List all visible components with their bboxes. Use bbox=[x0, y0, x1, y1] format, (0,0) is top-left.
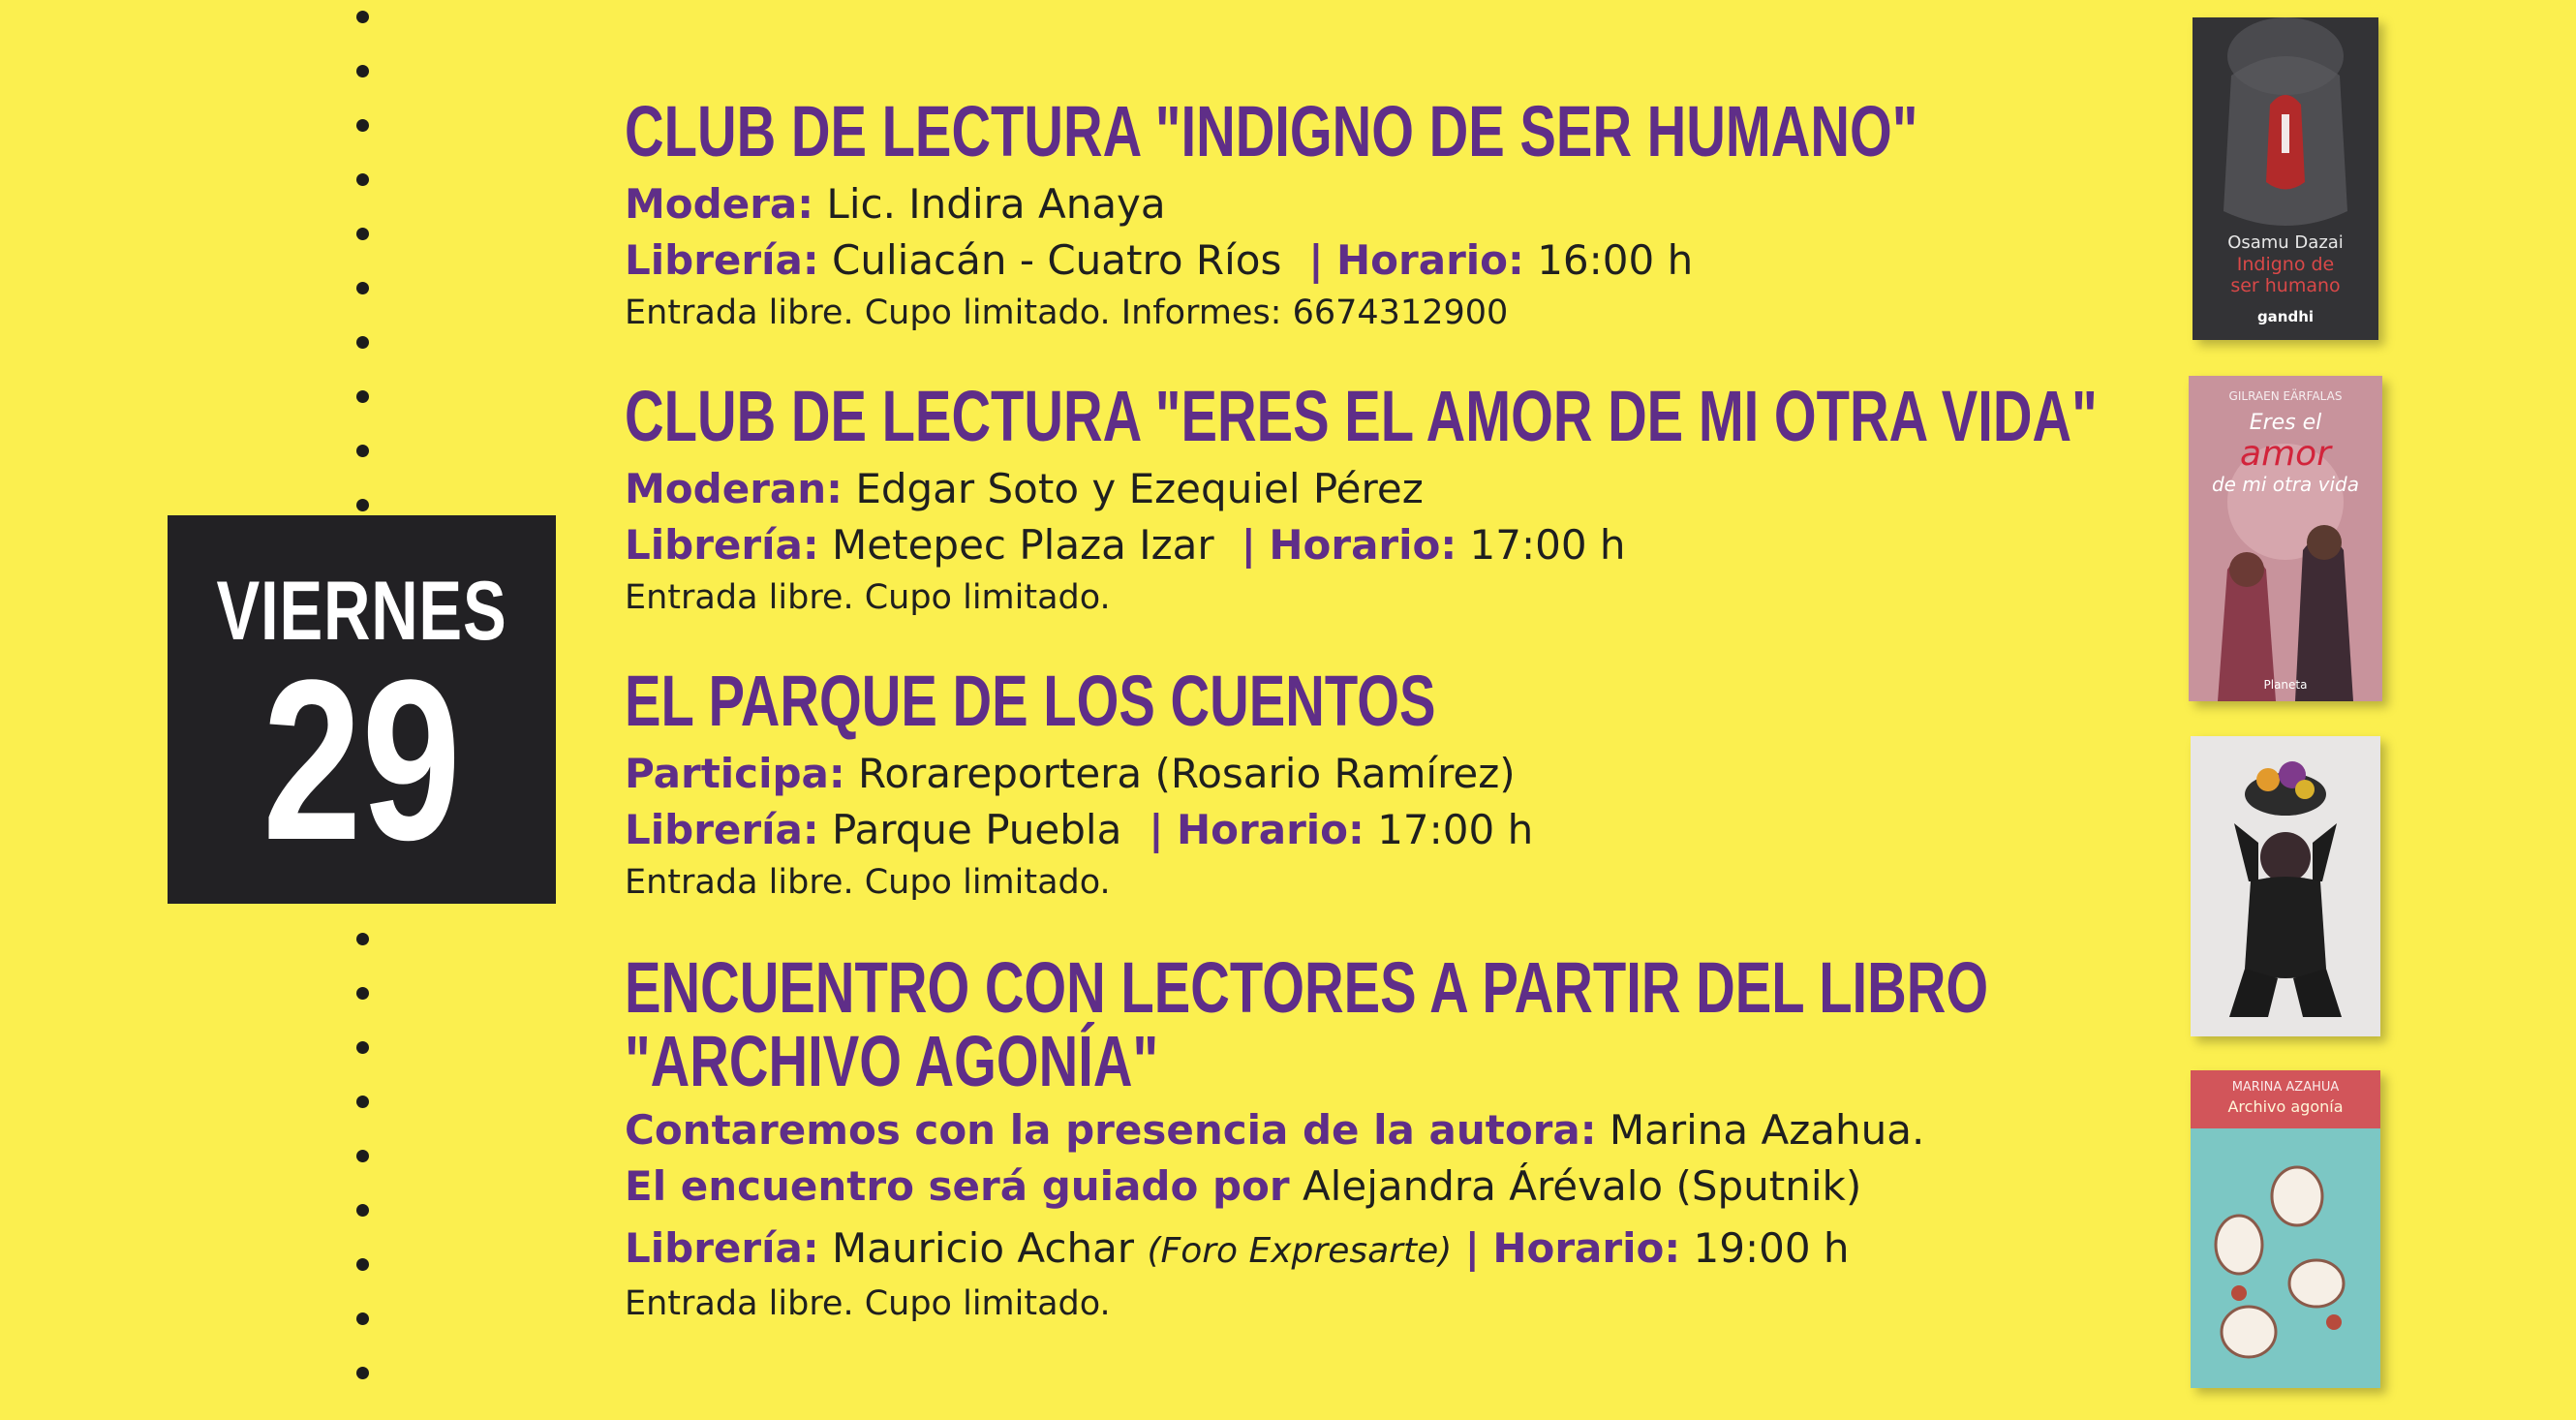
event-host bbox=[625, 746, 1692, 802]
event-guide bbox=[625, 1158, 2419, 1215]
host-label: Moderan: bbox=[625, 465, 843, 512]
event-note: Entrada libre. Cupo limitado. Informes: 6674312900 bbox=[625, 293, 1509, 332]
timeline-dot bbox=[356, 1096, 369, 1108]
venue-label: Librería: bbox=[625, 806, 819, 853]
book-cover-indigno bbox=[2193, 17, 2378, 340]
date-weekday: VIERNES bbox=[216, 565, 507, 658]
venue-label: Librería: bbox=[625, 521, 819, 569]
event-title: CLUB DE LECTURA "INDIGNO DE SER HUMANO" bbox=[625, 91, 1918, 171]
cover-art bbox=[2191, 1070, 2380, 1388]
event-3 bbox=[625, 661, 1692, 907]
participant-photo-art bbox=[2191, 736, 2380, 1036]
time-value: 17:00 h bbox=[1377, 806, 1534, 853]
venue-value: Parque Puebla bbox=[832, 806, 1122, 853]
timeline-dot bbox=[356, 336, 369, 349]
cover-title-b: amor bbox=[2240, 434, 2331, 474]
time-label: Horario: bbox=[1177, 806, 1365, 853]
timeline-dot bbox=[356, 1150, 369, 1162]
event-title-line-2: "ARCHIVO AGONÍA" bbox=[625, 1021, 1159, 1101]
timeline-dot bbox=[356, 1204, 369, 1217]
timeline-dot bbox=[356, 933, 369, 945]
event-host bbox=[625, 176, 2326, 232]
time-label: Horario: bbox=[1336, 236, 1524, 284]
event-1 bbox=[625, 91, 2326, 337]
time-value: 17:00 h bbox=[1469, 521, 1626, 569]
date-day-number: 29 bbox=[262, 633, 461, 888]
cover-title-a: Indigno de bbox=[2236, 254, 2335, 275]
cover-title-b: ser humano bbox=[2230, 275, 2341, 296]
timeline-dot bbox=[356, 499, 369, 511]
event-title: CLUB DE LECTURA "ERES EL AMOR DE MI OTRA VIDA" bbox=[625, 376, 2098, 456]
timeline-dot bbox=[356, 445, 369, 457]
venue-label: Librería: bbox=[625, 236, 819, 284]
author-label: Contaremos con la presencia de la autora: bbox=[625, 1106, 1597, 1154]
cover-author: GILRAEN EÄRFALAS bbox=[2228, 389, 2343, 403]
separator: | bbox=[1294, 236, 1324, 284]
timeline-dot bbox=[356, 987, 369, 1000]
timeline-dot bbox=[356, 119, 369, 132]
date-badge bbox=[168, 515, 556, 904]
time-label: Horario: bbox=[1492, 1224, 1681, 1272]
cover-publisher: gandhi bbox=[2256, 308, 2315, 325]
event-title: EL PARQUE DE LOS CUENTOS bbox=[625, 661, 1436, 741]
timeline-dot bbox=[356, 390, 369, 403]
event-note: Entrada libre. Cupo limitado. bbox=[625, 1284, 1111, 1323]
guide-label: El encuentro será guiado por bbox=[625, 1162, 1290, 1210]
timeline-dot bbox=[356, 1367, 369, 1379]
time-label: Horario: bbox=[1269, 521, 1457, 569]
venue-value: Culiacán - Cuatro Ríos bbox=[832, 236, 1282, 284]
cover-publisher: Planeta bbox=[2263, 678, 2308, 692]
cover-author: Osamu Dazai bbox=[2227, 232, 2344, 253]
time-value: 16:00 h bbox=[1537, 236, 1694, 284]
separator: | bbox=[1134, 806, 1164, 853]
host-label: Modera: bbox=[625, 180, 814, 228]
time-value: 19:00 h bbox=[1693, 1224, 1850, 1272]
timeline-dot bbox=[356, 1312, 369, 1325]
venue-value: Metepec Plaza Izar bbox=[832, 521, 1214, 569]
venue-extra: (Foro Expresarte) bbox=[1147, 1231, 1453, 1271]
host-label: Participa: bbox=[625, 750, 845, 797]
book-cover-eres-el-amor bbox=[2189, 376, 2382, 701]
cover-title-c: de mi otra vida bbox=[2211, 473, 2359, 496]
cover-title-a: Eres el bbox=[2249, 411, 2322, 435]
separator: | bbox=[1227, 521, 1256, 569]
timeline-dot bbox=[356, 282, 369, 294]
event-author bbox=[625, 1102, 2419, 1158]
participant-photo bbox=[2191, 736, 2380, 1036]
venue-value: Mauricio Achar bbox=[832, 1224, 1135, 1272]
event-note: Entrada libre. Cupo limitado. bbox=[625, 578, 1111, 617]
cover-title: Archivo agonía bbox=[2227, 1097, 2344, 1116]
event-venue bbox=[625, 1220, 2419, 1280]
venue-label: Librería: bbox=[625, 1224, 819, 1272]
author-value: Marina Azahua. bbox=[1609, 1106, 1925, 1154]
book-cover-archivo-agonia bbox=[2191, 1070, 2380, 1388]
separator: | bbox=[1464, 1224, 1480, 1272]
cover-author: MARINA AZAHUA bbox=[2231, 1080, 2340, 1095]
guide-value: Alejandra Árévalo (Sputnik) bbox=[1302, 1162, 1862, 1210]
timeline-dot bbox=[356, 228, 369, 240]
host-value: Rorareportera (Rosario Ramírez) bbox=[858, 750, 1516, 797]
host-value: Lic. Indira Anaya bbox=[826, 180, 1166, 228]
event-venue bbox=[625, 802, 1692, 858]
timeline-dot bbox=[356, 11, 369, 23]
event-venue bbox=[625, 232, 2326, 289]
event-4 bbox=[625, 947, 2419, 1328]
event-title-line-1: ENCUENTRO CON LECTORES A PARTIR DEL LIBRO bbox=[625, 947, 1989, 1028]
event-note: Entrada libre. Cupo limitado. bbox=[625, 863, 1111, 902]
host-value: Edgar Soto y Ezequiel Pérez bbox=[855, 465, 1424, 512]
timeline-dot bbox=[356, 65, 369, 77]
timeline-dot bbox=[356, 173, 369, 186]
timeline-dot bbox=[356, 1041, 369, 1054]
timeline-dot bbox=[356, 1258, 369, 1271]
